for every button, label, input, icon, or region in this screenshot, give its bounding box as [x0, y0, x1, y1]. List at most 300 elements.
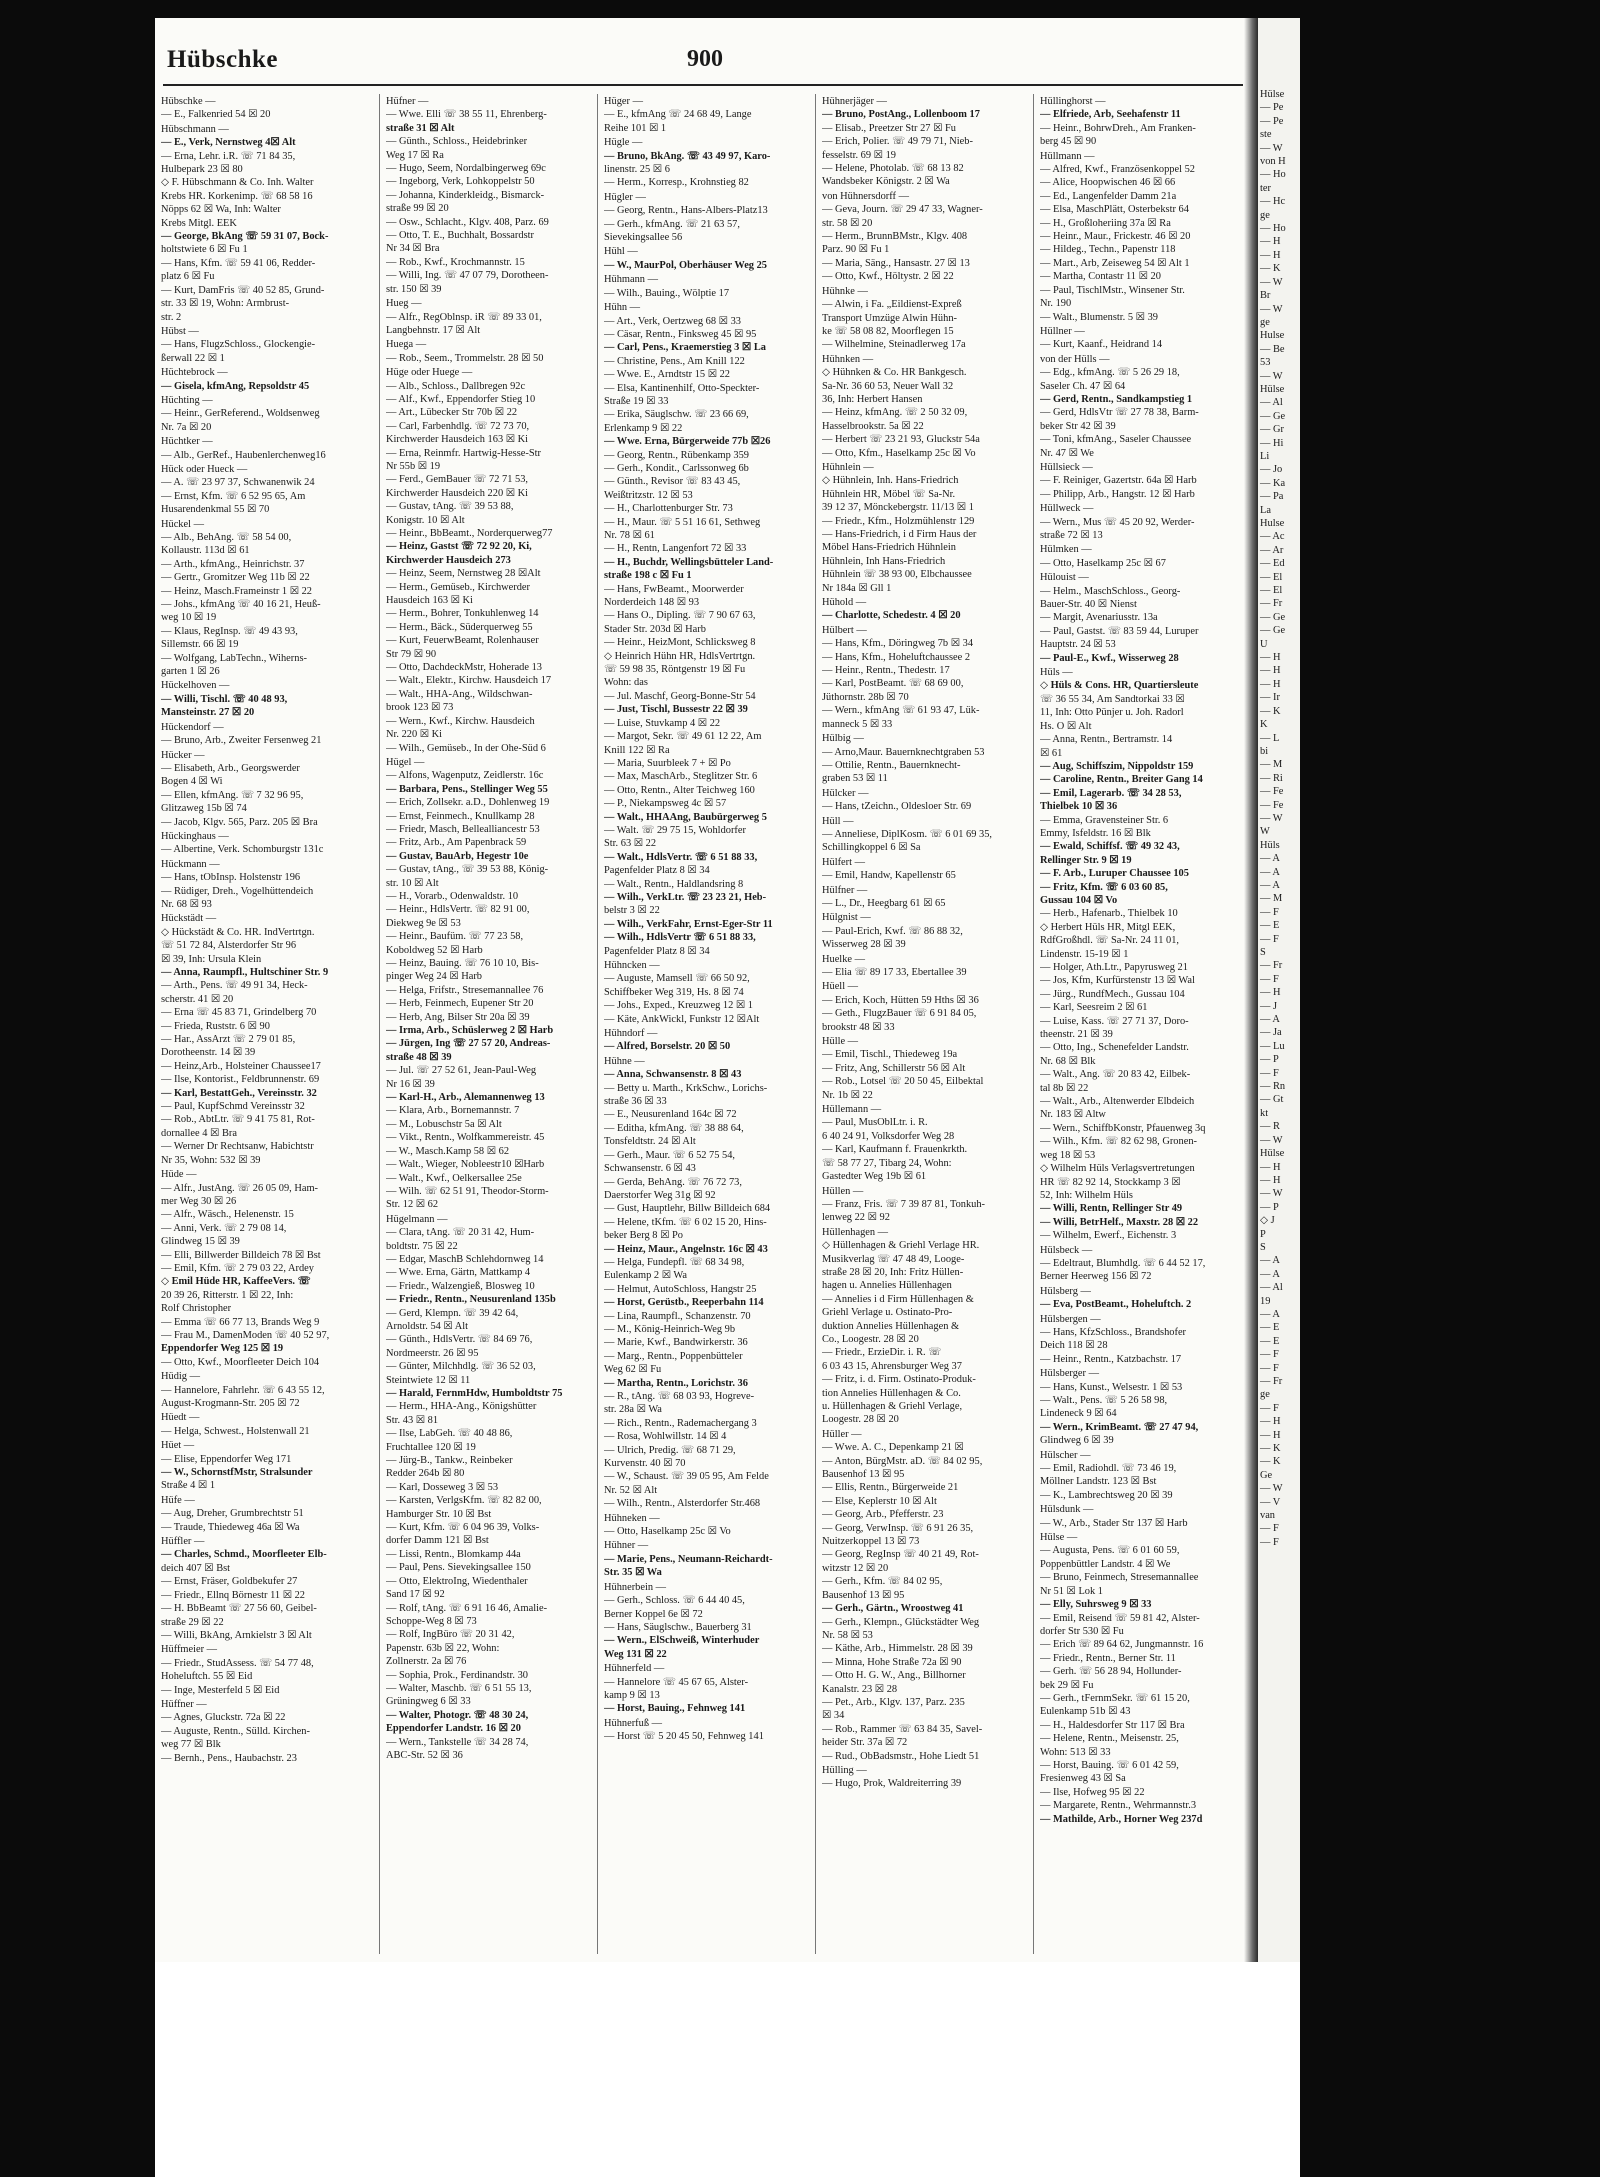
directory-entry-line: — Bruno, Feinmech, Stresemannallee: [1040, 1572, 1199, 1584]
directory-entry-line: Hs. O ☒ Alt: [1040, 720, 1092, 732]
directory-entry-line: — M., Lobuschstr 5a ☒ Alt: [386, 1118, 502, 1130]
directory-entry-line: — Paul, KupfSchmd Vereinsstr 32: [161, 1101, 305, 1113]
directory-entry-line: — Walt., Rentn., Haldlandsring 8: [604, 878, 744, 890]
surname-heading: Hüfe —: [161, 1494, 195, 1506]
directory-entry-line: — Holger, Ath.Ltr., Papyrusweg 21: [1040, 962, 1188, 973]
directory-entry-line: — Erika, Säuglschw. ☏ 23 66 69,: [604, 409, 749, 421]
directory-entry-line: — R., tAng. ☏ 68 03 93, Hogreve-: [604, 1391, 755, 1402]
directory-entry-line: — Alb., Schloss., Dallbregen 92c: [386, 380, 526, 392]
directory-entry-line: — Alb., BehAng. ☏ 58 54 00,: [161, 532, 292, 543]
surname-heading: Hüllen —: [822, 1185, 864, 1197]
directory-entry-line: — Ellis, Rentn., Bürgerweide 21: [822, 1482, 959, 1494]
surname-heading: Hüge oder Huege —: [386, 367, 473, 379]
directory-entry-line: — Anton, BürgMstr. aD. ☏ 84 02 95,: [822, 1455, 983, 1467]
directory-entry-line: bek 29 ☒ Fu: [1040, 1679, 1094, 1691]
directory-entry-line: — Luise, Stuvkamp 4 ☒ 22: [604, 717, 721, 729]
directory-entry-line: — Günth., Revisor ☏ 83 43 45,: [604, 476, 741, 488]
adjacent-page-fragment: ge: [1260, 1389, 1270, 1401]
scan-border-right: [1300, 0, 1600, 2177]
directory-entry-line: — Paul, MusOblLtr. i. R.: [822, 1117, 928, 1129]
surname-heading: Hülscher —: [1040, 1449, 1091, 1461]
directory-entry-line: — Emma, Gravensteiner Str. 6: [1040, 814, 1169, 826]
adjacent-page-fragment: — A: [1260, 866, 1280, 878]
directory-entry-line: — Johanna, Kinderkleidg., Bismarck-: [386, 189, 545, 201]
adjacent-page-fragment: ge: [1260, 209, 1270, 221]
directory-entry-line: — Herbert ☏ 23 21 93, Gluckstr 54a: [822, 434, 980, 446]
directory-entry-line: — Herb, Ang, Bilser Str 20a ☒ 39: [386, 1011, 530, 1023]
directory-entry-line: Hasselbrookstr. 5a ☒ 22: [822, 420, 924, 432]
directory-entry-line: — Erna, Reinmfr. Hartwig-Hesse-Str: [386, 447, 541, 459]
directory-entry-line: — Irma, Arb., Schüslerweg 2 ☒ Harb: [386, 1025, 554, 1037]
adjacent-page-fragment: — Ar: [1260, 544, 1284, 556]
directory-entry-line: Nr. 52 ☒ Alt: [604, 1484, 658, 1496]
directory-entry-line: — George, BkAng ☏ 59 31 07, Bock-: [161, 231, 329, 243]
directory-entry-line: Nr 51 ☒ Lok 1: [1040, 1585, 1103, 1597]
directory-entry-line: straße 29 ☒ 22: [161, 1616, 224, 1628]
adjacent-page-fragment: — H: [1260, 1416, 1281, 1428]
directory-entry-line: Nr. 7a ☒ 20: [161, 421, 212, 433]
directory-entry-line: Nr. 68 ☒ 93: [161, 898, 212, 910]
directory-entry-line: — Editha, kfmAng. ☏ 38 88 64,: [604, 1122, 744, 1134]
directory-entry-line: dorfer Damm 121 ☒ Bst: [386, 1535, 489, 1547]
adjacent-page-fragment: — F: [1260, 973, 1279, 985]
directory-entry-line: — Helene, Photolab. ☏ 68 13 82: [822, 163, 964, 175]
directory-entry-line: — Vikt., Rentn., Wolfkammereistr. 45: [386, 1132, 545, 1144]
directory-entry-line: straße 198 c ☒ Fu 1: [604, 570, 692, 582]
directory-entry-line: — Wern., Mus ☏ 45 20 92, Werder-: [1040, 516, 1195, 528]
adjacent-page-fragment: ter: [1260, 182, 1271, 194]
directory-entry-line: — Karl, Dosseweg 3 ☒ 53: [386, 1481, 499, 1493]
directory-entry-line: Glindweg 15 ☒ 39: [161, 1236, 240, 1248]
directory-entry-line: — Alfr., Wäsch., Helenenstr. 15: [161, 1209, 294, 1221]
directory-entry-line: — Kurt, Kfm. ☏ 6 04 96 39, Volks-: [386, 1522, 540, 1534]
directory-entry-line: Weg 17 ☒ Ra: [386, 149, 444, 161]
directory-entry-line: — Wern., ElSchweiß, Winterhuder: [604, 1635, 760, 1647]
directory-entry-line: — Art., Lübecker Str 70b ☒ 22: [386, 407, 518, 419]
directory-entry-line: ☏ 58 77 27, Tibarg 24, Wohn:: [822, 1157, 952, 1169]
directory-entry-line: — Erich, Zollsekr. a.D., Dohlenweg 19: [386, 797, 550, 809]
directory-entry-line: — Friedr, Masch, Bellealliancestr 53: [386, 823, 540, 835]
directory-entry-line: — Ellen, kfmAng. ☏ 7 32 96 95,: [161, 789, 304, 801]
adjacent-page-fragment: kt: [1260, 1107, 1269, 1119]
directory-entry-line: Nöpps 62 ☒ Wa, Inh: Walter: [161, 204, 281, 216]
column-1: [161, 94, 375, 1954]
directory-entry-line: — Jürg., RundfMech., Gussau 104: [1040, 988, 1185, 1000]
directory-entry-line: Nr. 68 ☒ Blk: [1040, 1055, 1096, 1067]
directory-entry-line: — Karl, Kaufmann f. Frauenkrkth.: [822, 1144, 968, 1156]
directory-entry-line: — Martha, Contastr 11 ☒ 20: [1040, 271, 1161, 283]
directory-entry-line: Hausdeich 163 ☒ Ki: [386, 595, 473, 607]
directory-entry-line: — H., Großloheriing 37a ☒ Ra: [1040, 217, 1171, 229]
directory-entry-line: ◇ Wilhelm Hüls Verlagsvertretungen: [1040, 1163, 1195, 1175]
directory-entry-line: — Wilh., VerkLtr. ☏ 23 23 21, Heb-: [604, 891, 767, 903]
directory-entry-line: — Horst, Gerüstb., Reeperbahn 114: [604, 1297, 764, 1309]
surname-heading: Hühnerfuß —: [604, 1717, 663, 1729]
directory-entry-line: ☏ 36 55 34, Am Sandtorkai 33 ☒: [1040, 693, 1185, 705]
surname-heading: Hüllweck —: [1040, 503, 1094, 515]
directory-entry-line: — Elise, Eppendorfer Weg 171: [161, 1453, 292, 1465]
adjacent-page-fragment: — P: [1260, 1054, 1279, 1066]
directory-entry-line: — Art., Verk, Oertzweg 68 ☒ 33: [604, 315, 741, 327]
directory-entry-line: — Arth., kfmAng., Heinrichstr. 37: [161, 558, 305, 570]
adjacent-page-fragment: — Fr: [1260, 598, 1283, 610]
directory-entry-line: — Heinr., Rentn., Katzbachstr. 17: [1040, 1353, 1182, 1365]
directory-entry-line: — Philipp, Arb., Hangstr. 12 ☒ Harb: [1040, 488, 1195, 500]
directory-entry-line: — Hannelore, Fahrlehr. ☏ 6 43 55 12,: [161, 1384, 325, 1396]
directory-entry-line: holtstwiete 6 ☒ Fu 1: [161, 244, 248, 256]
directory-entry-line: — Elli, Billwerder Billdeich 78 ☒ Bst: [161, 1249, 321, 1261]
directory-entry-line: — Betty u. Marth., KrkSchw., Lorichs-: [604, 1082, 768, 1094]
directory-entry-line: — Friedr., Walzengieß, Blosweg 10: [386, 1280, 535, 1292]
directory-entry-line: — Horst ☏ 5 20 45 50, Fehnweg 141: [604, 1731, 764, 1743]
directory-entry-line: — Lina, Raumpfl., Schanzenstr. 70: [604, 1310, 751, 1322]
adjacent-page-fragment: — Jo: [1260, 464, 1283, 476]
directory-entry-line: ◇ Hüls & Cons. HR, Quartiersleute: [1040, 680, 1199, 692]
directory-entry-line: Str 79 ☒ 90: [386, 648, 437, 660]
surname-heading: Hühnerfeld —: [604, 1663, 665, 1675]
directory-entry-line: — F. Arb., Luruper Chaussee 105: [1040, 868, 1189, 880]
directory-entry-line: Hulbepark 23 ☒ 80: [161, 164, 243, 176]
directory-entry-line: — Heinr., Maur., Frickestr. 46 ☒ 20: [1040, 231, 1191, 243]
directory-entry-line: Str. 12 ☒ 62: [386, 1199, 439, 1211]
surname-heading: Hügel —: [386, 756, 425, 768]
directory-entry-line: — Albertine, Verk. Schomburgstr 131c: [161, 844, 324, 856]
adjacent-page-fragment: bi: [1260, 745, 1269, 757]
adjacent-page-fragment: Hülse: [1260, 1148, 1285, 1160]
directory-entry-line: — H., Charlottenburger Str. 73: [604, 503, 733, 515]
directory-entry-line: — Caroline, Rentn., Breiter Gang 14: [1040, 774, 1203, 786]
directory-entry-line: Sa-Nr. 36 60 53, Neuer Wall 32: [822, 380, 954, 392]
adjacent-page-fragment: — Fe: [1260, 786, 1284, 798]
directory-entry-line: Emmy, Isfeldstr. 16 ☒ Blk: [1040, 827, 1151, 839]
directory-entry-line: — Martha, Rentn., Lorichstr. 36: [604, 1377, 748, 1389]
column-4: [815, 94, 1030, 1954]
directory-entry-line: kamp 9 ☒ 13: [604, 1689, 660, 1701]
directory-entry-line: — Elia ☏ 89 17 33, Ebertallee 39: [822, 967, 967, 978]
surname-heading: Hülsdunk —: [1040, 1504, 1094, 1516]
surname-heading: Hühne —: [604, 1055, 645, 1067]
directory-entry-line: Hühnlein HR, Möbel ☏ Sa-Nr.: [822, 488, 956, 500]
adjacent-page-fragment: — Pe: [1260, 115, 1284, 127]
directory-entry-line: — Wilh., Kfm. ☏ 82 62 98, Gronen-: [1040, 1136, 1197, 1148]
directory-entry-line: — Alb., GerRef., Haubenlerchenweg16: [161, 449, 326, 461]
directory-entry-line: — Ilse, Hofweg 95 ☒ 22: [1040, 1786, 1145, 1798]
directory-entry-line: — Hans, Kunst., Welsestr. 1 ☒ 53: [1040, 1381, 1183, 1393]
directory-entry-line: — Otto, ElektroIng, Wiedenthaler: [386, 1575, 528, 1587]
directory-entry-line: Transport Umzüge Alwin Hühn-: [822, 312, 957, 324]
directory-entry-line: — Willi, BkAng, Arnkielstr 3 ☒ Alt: [161, 1629, 312, 1641]
directory-entry-line: — Hans, tObInsp. Holstenstr 196: [161, 872, 301, 884]
surname-heading: Hückelhoven —: [161, 680, 230, 692]
directory-entry-line: Nr 35, Wohn: 532 ☒ 39: [161, 1154, 261, 1166]
surname-heading: Hückinghaus —: [161, 830, 229, 842]
directory-entry-line: ßerwall 22 ☒ 1: [161, 352, 225, 364]
directory-entry-line: — Wilh., VerkFahr, Ernst-Eger-Str 11: [604, 918, 773, 930]
surname-heading: Hülsberg —: [1040, 1285, 1091, 1297]
directory-entry-line: Norderdeich 148 ☒ 93: [604, 597, 700, 609]
directory-entry-line: weg 77 ☒ Blk: [161, 1739, 221, 1751]
directory-entry-line: Sillemstr. 66 ☒ 19: [161, 639, 239, 651]
adjacent-page-column: [1258, 88, 1300, 1549]
adjacent-page-fragment: — A: [1260, 1308, 1280, 1320]
adjacent-page-fragment: — W: [1260, 142, 1283, 154]
directory-entry-line: — Cäsar, Rentn., Finksweg 45 ☒ 95: [604, 328, 757, 340]
directory-entry-line: — Alwin, i Fa. „Eildienst-Expreß: [822, 299, 962, 311]
directory-entry-line: Loogestr. 28 ☒ 20: [822, 1414, 899, 1426]
directory-entry-line: — Wwe. Erna, Gärtn, Mattkamp 4: [386, 1267, 531, 1279]
directory-entry-line: — Ferd., GemBauer ☏ 72 71 53,: [386, 474, 528, 486]
directory-entry-line: Musikverlag ☏ 47 48 49, Looge-: [822, 1253, 965, 1265]
surname-heading: Hühn —: [604, 302, 641, 314]
directory-entry-line: Wisserweg 28 ☒ 39: [822, 939, 906, 951]
directory-entry-line: — Alice, Hoopwischen 46 ☒ 66: [1040, 177, 1176, 189]
surname-heading: Hülbig —: [822, 733, 864, 745]
directory-entry-line: — Jos, Kfm, Kurfürstenstr 13 ☒ Wal: [1040, 975, 1195, 987]
directory-entry-line: — Walt., HHAAng, Baubürgerweg 5: [604, 811, 767, 823]
directory-entry-line: — Walt., Pens. ☏ 5 26 58 98,: [1040, 1395, 1168, 1406]
directory-entry-line: — Maria, Suurbleek 7 + ☒ Po: [604, 757, 731, 769]
directory-entry-line: — Herm., Bäck., Süderquerweg 55: [386, 621, 533, 633]
directory-entry-line: — Inge, Mesterfeld 5 ☒ Eid: [161, 1684, 280, 1696]
directory-entry-line: deich 407 ☒ Bst: [161, 1562, 231, 1574]
directory-entry-line: — Gustav, tAng., ☏ 39 53 88, König-: [386, 864, 549, 876]
directory-entry-line: — Walt., Blumenstr. 5 ☒ 39: [1040, 311, 1158, 323]
directory-entry-line: — Otto, T. E., Buchhalt, Bossardstr: [386, 230, 534, 242]
surname-heading: Hüedt —: [161, 1412, 200, 1424]
adjacent-page-fragment: — Fr: [1260, 1376, 1283, 1387]
directory-entry-line: ◇ Heinrich Hühn HR, HdlsVertrtgn.: [604, 650, 756, 662]
directory-entry-line: tal 8b ☒ 22: [1040, 1082, 1089, 1094]
directory-entry-line: Krebs HR. Korkenimp. ☏ 68 58 16: [161, 190, 313, 202]
directory-entry-line: witzstr 12 ☒ 20: [822, 1562, 889, 1574]
directory-entry-line: — Gerda, BehAng. ☏ 76 72 73,: [604, 1176, 742, 1188]
directory-entry-line: Tonsfeldtstr. 24 ☒ Alt: [604, 1136, 696, 1148]
adjacent-page-fragment: Hülse: [1260, 89, 1285, 100]
directory-entry-line: Steintwiete 12 ☒ 11: [386, 1374, 471, 1386]
directory-entry-line: — Jacob, Klgv. 565, Parz. 205 ☒ Bra: [161, 816, 318, 828]
directory-entry-line: — Erich, Koch, Hütten 59 Hths ☒ 36: [822, 994, 979, 1006]
surname-heading: Hühnerjäger —: [822, 96, 887, 107]
directory-entry-line: Kanalstr. 23 ☒ 28: [822, 1683, 898, 1695]
page-header: [167, 46, 1237, 80]
directory-entry-line: — Osw., Schlacht., Klgv. 408, Parz. 69: [386, 216, 549, 228]
directory-entry-line: ☒ 34: [822, 1710, 845, 1722]
directory-entry-line: — Edg., kfmAng. ☏ 5 26 29 18,: [1040, 367, 1180, 379]
directory-entry-line: — Wolfgang, LabTechn., Wiherns-: [161, 652, 307, 664]
directory-entry-line: — Paul-E., Kwf., Wisserweg 28: [1040, 652, 1179, 664]
directory-entry-line: — Gerh., Gärtn., Wroostweg 41: [822, 1603, 964, 1615]
directory-entry-line: Bausenhof 13 ☒ 95: [822, 1589, 905, 1601]
directory-entry-line: — Alfred, Kwf., Französenkoppel 52: [1040, 164, 1195, 176]
surname-heading: Hühndorf —: [604, 1028, 658, 1040]
directory-entry-line: — Gerh. ☏ 56 28 94, Hollunder-: [1040, 1666, 1182, 1678]
directory-entry-line: ☏ 51 72 84, Alsterdorfer Str 96: [161, 940, 297, 952]
directory-entry-line: — Jürgen, Ing ☏ 27 57 20, Andreas-: [386, 1038, 551, 1050]
directory-entry-line: Fresienweg 43 ☒ Sa: [1040, 1773, 1126, 1785]
adjacent-page-fragment: — Be: [1260, 343, 1285, 355]
directory-entry-line: Bogen 4 ☒ Wi: [161, 776, 223, 788]
directory-entry-line: Kollaustr. 113d ☒ 61: [161, 545, 250, 557]
directory-entry-line: — Marie, Kwf., Bandwirkerstr. 36: [604, 1337, 748, 1349]
directory-entry-line: — Charlotte, Schedestr. 4 ☒ 20: [822, 610, 961, 622]
adjacent-page-fragment: — A: [1260, 879, 1280, 891]
directory-entry-line: — Rob., Seem., Trommelstr. 28 ☒ 50: [386, 352, 544, 364]
directory-entry-line: Stader Str. 203d ☒ Harb: [604, 623, 706, 635]
directory-entry-line: — Werner Dr Rechtsanw, Habichtstr: [161, 1141, 314, 1153]
directory-entry-line: — Käthe, Arb., Himmelstr. 28 ☒ 39: [822, 1643, 973, 1655]
directory-entry-line: — Maria, Säng., Hansastr. 27 ☒ 13: [822, 257, 970, 269]
directory-entry-line: Rolf Christopher: [161, 1303, 232, 1315]
directory-entry-line: Gastedter Weg 19b ☒ 61: [822, 1171, 927, 1183]
directory-entry-line: — Otto, Ing., Schenefelder Landstr.: [1040, 1042, 1189, 1054]
directory-entry-line: Papenstr. 63b ☒ 22, Wohn:: [386, 1642, 500, 1654]
directory-entry-line: beker Berg 8 ☒ Po: [604, 1230, 683, 1242]
directory-entry-line: — Bruno, BkAng. ☏ 43 49 97, Karo-: [604, 150, 771, 162]
adjacent-page-fragment: — A: [1260, 853, 1280, 865]
directory-entry-line: — Alfred, Borselstr. 20 ☒ 50: [604, 1041, 731, 1053]
directory-entry-line: — Rolf, IngBüro ☏ 20 31 42,: [386, 1629, 515, 1641]
directory-entry-line: — Hans, Säuglschw., Bauerberg 31: [604, 1621, 752, 1633]
surname-heading: Hülling —: [822, 1764, 867, 1776]
adjacent-page-fragment: — E: [1260, 1335, 1280, 1347]
directory-entry-line: — L., Dr., Heegbarg 61 ☒ 65: [822, 897, 946, 909]
directory-entry-line: — Max, MaschArb., Steglitzer Str. 6: [604, 771, 758, 783]
directory-entry-line: Konigstr. 10 ☒ Alt: [386, 514, 465, 526]
directory-entry-line: Diekweg 9e ☒ 53: [386, 917, 461, 929]
directory-entry-line: — F. Reiniger, Gazertstr. 64a ☒ Harb: [1040, 475, 1197, 487]
directory-entry-line: — Anna, Raumpfl., Hultschiner Str. 9: [161, 967, 329, 978]
directory-entry-line: ◇ Hückstädt & Co. HR. IndVertrtgn.: [161, 926, 315, 938]
directory-entry-line: — Georg, RegInsp ☏ 40 21 49, Rot-: [822, 1549, 979, 1561]
directory-entry-line: Saseler Ch. 47 ☒ 64: [1040, 380, 1126, 392]
directory-entry-line: — Friedr., Rentn., Neusurenland 135b: [386, 1294, 556, 1306]
directory-entry-line: — Heinz, Seem, Nernstweg 28 ☒Alt: [386, 568, 541, 580]
surname-heading: Hüell —: [822, 981, 859, 993]
directory-entry-line: Daerstorfer Weg 31g ☒ 92: [604, 1189, 716, 1201]
column-3: [597, 94, 812, 1954]
directory-entry-line: — Heinz, kfmAng. ☏ 2 50 32 09,: [822, 407, 968, 419]
surname-heading: Hückendorf —: [161, 721, 224, 733]
adjacent-page-fragment: — Ho: [1260, 169, 1286, 181]
directory-entry-line: — E., Falkenried 54 ☒ 20: [161, 109, 271, 121]
surname-heading: Hühnerbein —: [604, 1581, 667, 1593]
directory-entry-line: Nr. 78 ☒ 61: [604, 530, 655, 541]
directory-entry-line: — Fritz, Arb., Am Papenbrack 59: [386, 837, 527, 849]
directory-entry-line: — Har., AssArzt ☏ 2 79 01 85,: [161, 1034, 296, 1046]
surname-heading: Hühl —: [604, 246, 638, 258]
directory-entry-line: — Helga, Schwest., Holstenwall 21: [161, 1425, 310, 1437]
directory-entry-line: — Elfriede, Arb, Seehafenstr 11: [1040, 109, 1181, 121]
directory-entry-line: — Rolf, tAng. ☏ 6 91 16 46, Amalie-: [386, 1602, 548, 1614]
directory-entry-line: — Alfr., RegOblnsp. iR ☏ 89 33 01,: [386, 311, 542, 323]
directory-entry-line: — Kurt, Kaanf., Heidrand 14: [1040, 339, 1163, 351]
directory-entry-line: — Emil, Kfm. ☏ 2 79 03 22, Ardey: [161, 1262, 314, 1274]
directory-entry-line: — Willi, BetrHelf., Maxstr. 28 ☒ 22: [1040, 1216, 1199, 1228]
surname-heading: Hülsbeck —: [1040, 1244, 1093, 1256]
directory-entry-line: — Emil, Reisend ☏ 59 81 42, Alster-: [1040, 1612, 1200, 1624]
adjacent-page-fragment: — A: [1260, 1014, 1280, 1026]
directory-entry-line: Pagenfelder Platz 8 ☒ 34: [604, 945, 710, 957]
surname-heading: Hühnken —: [822, 353, 874, 365]
directory-entry-line: Krebs Mitgl. EEK: [161, 217, 237, 229]
directory-entry-line: Zollnerstr. 2a ☒ 76: [386, 1656, 467, 1668]
directory-entry-line: Berner Koppel 6e ☒ 72: [604, 1608, 703, 1620]
adjacent-page-fragment: S: [1260, 1241, 1266, 1253]
directory-entry-line: — Wilh., Bauing., Wölptie 17: [604, 287, 730, 299]
book-gutter: [1244, 18, 1258, 1962]
directory-entry-line: Wandsbeker Königstr. 2 ☒ Wa: [822, 176, 950, 188]
directory-entry-line: — Walt., Ang. ☏ 20 83 42, Eilbek-: [1040, 1069, 1191, 1081]
directory-entry-line: — Georg, Arb., Pfefferstr. 23: [822, 1509, 944, 1521]
adjacent-page-fragment: — K: [1260, 705, 1281, 717]
directory-entry-line: — Johs., Exped., Kreuzweg 12 ☒ 1: [604, 1000, 753, 1012]
directory-entry-line: — Gerh., kfmAng. ☏ 21 63 57,: [604, 218, 740, 230]
adjacent-page-fragment: — H: [1260, 1429, 1281, 1441]
directory-entry-line: ☒ 61: [1040, 747, 1063, 759]
adjacent-page-fragment: — Pa: [1260, 491, 1284, 503]
adjacent-page-fragment: Hulse: [1260, 518, 1285, 529]
directory-entry-line: brookstr 48 ☒ 33: [822, 1021, 895, 1033]
directory-entry-line: — Heinz,Arb., Holsteiner Chaussee17: [161, 1060, 321, 1072]
directory-entry-line: garten 1 ☒ 26: [161, 666, 220, 678]
directory-entry-line: 20 39 26, Ritterstr. 1 ☒ 22, Inh:: [161, 1289, 294, 1301]
directory-entry-line: — W., Arb., Stader Str 137 ☒ Harb: [1040, 1517, 1188, 1529]
directory-entry-line: — Rob., AbtLtr. ☏ 9 41 75 81, Rot-: [161, 1114, 315, 1126]
directory-entry-line: Nr 16 ☒ 39: [386, 1078, 435, 1090]
surname-heading: Hülcker —: [822, 787, 869, 799]
adjacent-page-fragment: — Ge: [1260, 625, 1286, 637]
directory-entry-line: fesselstr. 69 ☒ 19: [822, 149, 896, 161]
adjacent-page-fragment: La: [1260, 504, 1271, 516]
adjacent-page-fragment: — L: [1260, 732, 1280, 744]
adjacent-page-fragment: von H: [1260, 156, 1286, 168]
page-number: 900: [687, 46, 723, 72]
directory-entry-line: — Walt., HdlsVertr. ☏ 6 51 88 33,: [604, 851, 758, 863]
surname-heading: Hüllemann —: [822, 1104, 882, 1116]
directory-entry-line: Straße 4 ☒ 1: [161, 1480, 216, 1492]
directory-entry-line: — Wern., KrimBeamt. ☏ 27 47 94,: [1040, 1421, 1199, 1433]
directory-entry-line: — Agnes, Gluckstr. 72a ☒ 22: [161, 1712, 286, 1724]
surname-heading: Hüdig —: [161, 1371, 200, 1383]
directory-entry-line: — Bernh., Pens., Haubachstr. 23: [161, 1752, 297, 1764]
adjacent-page-fragment: — Hc: [1260, 196, 1286, 208]
directory-entry-line: — Willi, Tischl. ☏ 40 48 93,: [161, 693, 288, 705]
directory-entry-line: Berner Heerweg 156 ☒ 72: [1040, 1271, 1152, 1283]
directory-entry-line: Redder 264b ☒ 80: [386, 1468, 465, 1480]
surname-heading: Hühncken —: [604, 960, 660, 971]
directory-entry-line: — Wern., Kwf., Kirchw. Hausdeich: [386, 715, 535, 727]
directory-entry-line: — Wilh. ☏ 62 51 91, Theodor-Storm-: [386, 1185, 549, 1197]
directory-entry-line: — Carl, Pens., Kraemerstieg 3 ☒ La: [604, 342, 766, 354]
surname-heading: Huega —: [386, 339, 427, 351]
directory-entry-line: — Erich ☏ 89 64 62, Jungmannstr. 16: [1040, 1639, 1204, 1651]
directory-entry-line: Co., Loogestr. 28 ☒ 20: [822, 1333, 919, 1345]
adjacent-page-fragment: — M: [1260, 759, 1283, 771]
adjacent-page-fragment: — W: [1260, 303, 1283, 315]
directory-entry-line: str. 33 ☒ 19, Wohn: Armbrust-: [161, 298, 290, 310]
directory-entry-line: 6 03 43 15, Ahrensburger Weg 37: [822, 1360, 962, 1372]
directory-entry-line: — Frau M., DamenModen ☏ 40 52 97,: [161, 1329, 330, 1341]
directory-entry-line: — Else, Keplerstr 10 ☒ Alt: [822, 1495, 937, 1507]
adjacent-page-fragment: — Gt: [1260, 1094, 1284, 1106]
directory-entry-line: platz 6 ☒ Fu: [161, 271, 215, 283]
directory-entry-line: beker Str 42 ☒ 39: [1040, 420, 1116, 432]
directory-entry-line: — Heinr., HeizMont, Schlicksweg 8: [604, 637, 756, 649]
surname-heading: Hühnlein —: [822, 461, 874, 473]
directory-entry-line: — Geva, Journ. ☏ 29 47 33, Wagner-: [822, 204, 983, 216]
adjacent-page-fragment: ste: [1260, 129, 1272, 141]
directory-entry-line: Langbehnstr. 17 ☒ Alt: [386, 324, 481, 336]
